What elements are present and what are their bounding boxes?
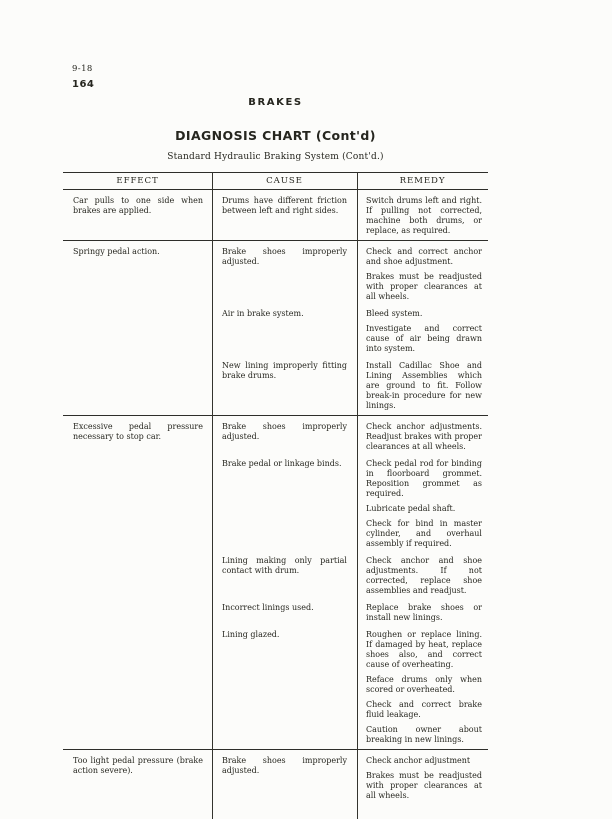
page-reference: 9-18 [72,64,93,74]
column-header-cause: CAUSE [266,176,303,186]
cause-remedy-groups [212,422,488,745]
remedy-list [357,247,488,302]
remedy-list [357,309,488,354]
chart-title: DIAGNOSIS CHART (Cont'd) [175,128,376,143]
cause-text: Lining glazed. [222,630,280,639]
cause-remedy-pair [212,630,488,745]
cause-remedy-pair [212,196,488,236]
remedy-list [357,556,488,596]
remedy-text: Replace brake shoes or install new linings. [366,603,482,622]
cause-remedy-pair [212,247,488,302]
cause-text: Brake shoes improperly adjusted. [222,756,347,775]
remedy-list [357,630,488,745]
remedy-text: Lubricate pedal shaft. [366,504,456,513]
cause-text: Brake shoes improperly adjusted. [222,422,347,441]
section-title: BRAKES [248,97,303,108]
remedy-text: Check anchor adjustment [366,756,471,765]
effect-cell: Excessive pedal pressure necessary to stop car. [73,422,203,441]
diagnosis-table [63,172,488,819]
remedy-list [357,196,488,236]
remedy-text: Check for bind in master cylinder, and overhaul assembly if required. [366,519,482,548]
effect-cell: Too light pedal pressure (brake action severe). [73,756,203,775]
effect-cell: Car pulls to one side when brakes are applied. [73,196,203,215]
cause-text: Lining making only partial contact with drum. [222,556,347,575]
remedy-text: Install Cadillac Shoe and Lining Assemblies which are ground to fit. Follow break-in procedure for new linings. [366,361,482,410]
cause-remedy-pair [212,361,488,411]
table-row [63,190,488,240]
remedy-text: Roughen or replace lining. If damaged by heat, replace shoes also, and correct cause of overheating. [366,630,482,669]
cause-text: Air in brake system. [222,309,304,318]
cause-remedy-groups [212,756,488,815]
column-header-remedy: REMEDY [399,176,446,186]
page-number: 164 [72,79,95,90]
column-divider [357,172,358,819]
remedy-list [357,459,488,549]
cause-remedy-pair [212,459,488,549]
column-divider [212,172,213,819]
remedy-list [357,422,488,452]
chart-subtitle: Standard Hydraulic Braking System (Cont'd.) [167,152,384,162]
cause-remedy-pair [212,422,488,452]
cause-remedy-pair [212,756,488,801]
remedy-text: Check and correct brake fluid leakage. [366,700,482,719]
remedy-text: Check anchor and shoe adjustments. If not corrected, replace shoe assemblies and readjust. [366,556,482,595]
cause-remedy-groups [212,247,488,411]
table-row [63,240,488,415]
cause-text: Drums have different friction between left and right sides. [222,196,347,215]
cause-text: Incorrect linings used. [222,603,314,612]
remedy-text: Brakes must be readjusted with proper clearances at all wheels. [366,272,482,301]
cause-remedy-groups [212,196,488,236]
remedy-text: Check pedal rod for binding in floorboard grommet. Reposition grommet as required. [366,459,482,498]
remedy-list [357,603,488,623]
cause-remedy-pair [212,309,488,354]
table-row [63,749,488,819]
remedy-list [357,361,488,411]
remedy-text: Switch drums left and right. If pulling not corrected, machine both drums, or replace, as required. [366,196,482,235]
cause-remedy-pair [212,603,488,623]
remedy-list [357,756,488,801]
remedy-text: Reface drums only when scored or overheated. [366,675,482,694]
remedy-text: Caution owner about breaking in new linings. [366,725,482,744]
effect-cell: Springy pedal action. [73,247,160,256]
remedy-text: Brakes must be readjusted with proper clearances at all wheels. [366,771,482,800]
table-header-row [63,172,488,190]
cause-remedy-pair [212,556,488,596]
cause-text: New lining improperly fitting brake drums. [222,361,347,380]
remedy-text: Bleed system. [366,309,423,318]
remedy-text: Check and correct anchor and shoe adjustment. [366,247,482,266]
table-row [63,415,488,749]
cause-text: Brake pedal or linkage binds. [222,459,342,468]
remedy-text: Check anchor adjustments. Readjust brakes with proper clearances at all wheels. [366,422,482,451]
remedy-text: Investigate and correct cause of air being drawn into system. [366,324,482,353]
cause-text: Brake shoes improperly adjusted. [222,247,347,266]
column-header-effect: EFFECT [116,176,159,186]
